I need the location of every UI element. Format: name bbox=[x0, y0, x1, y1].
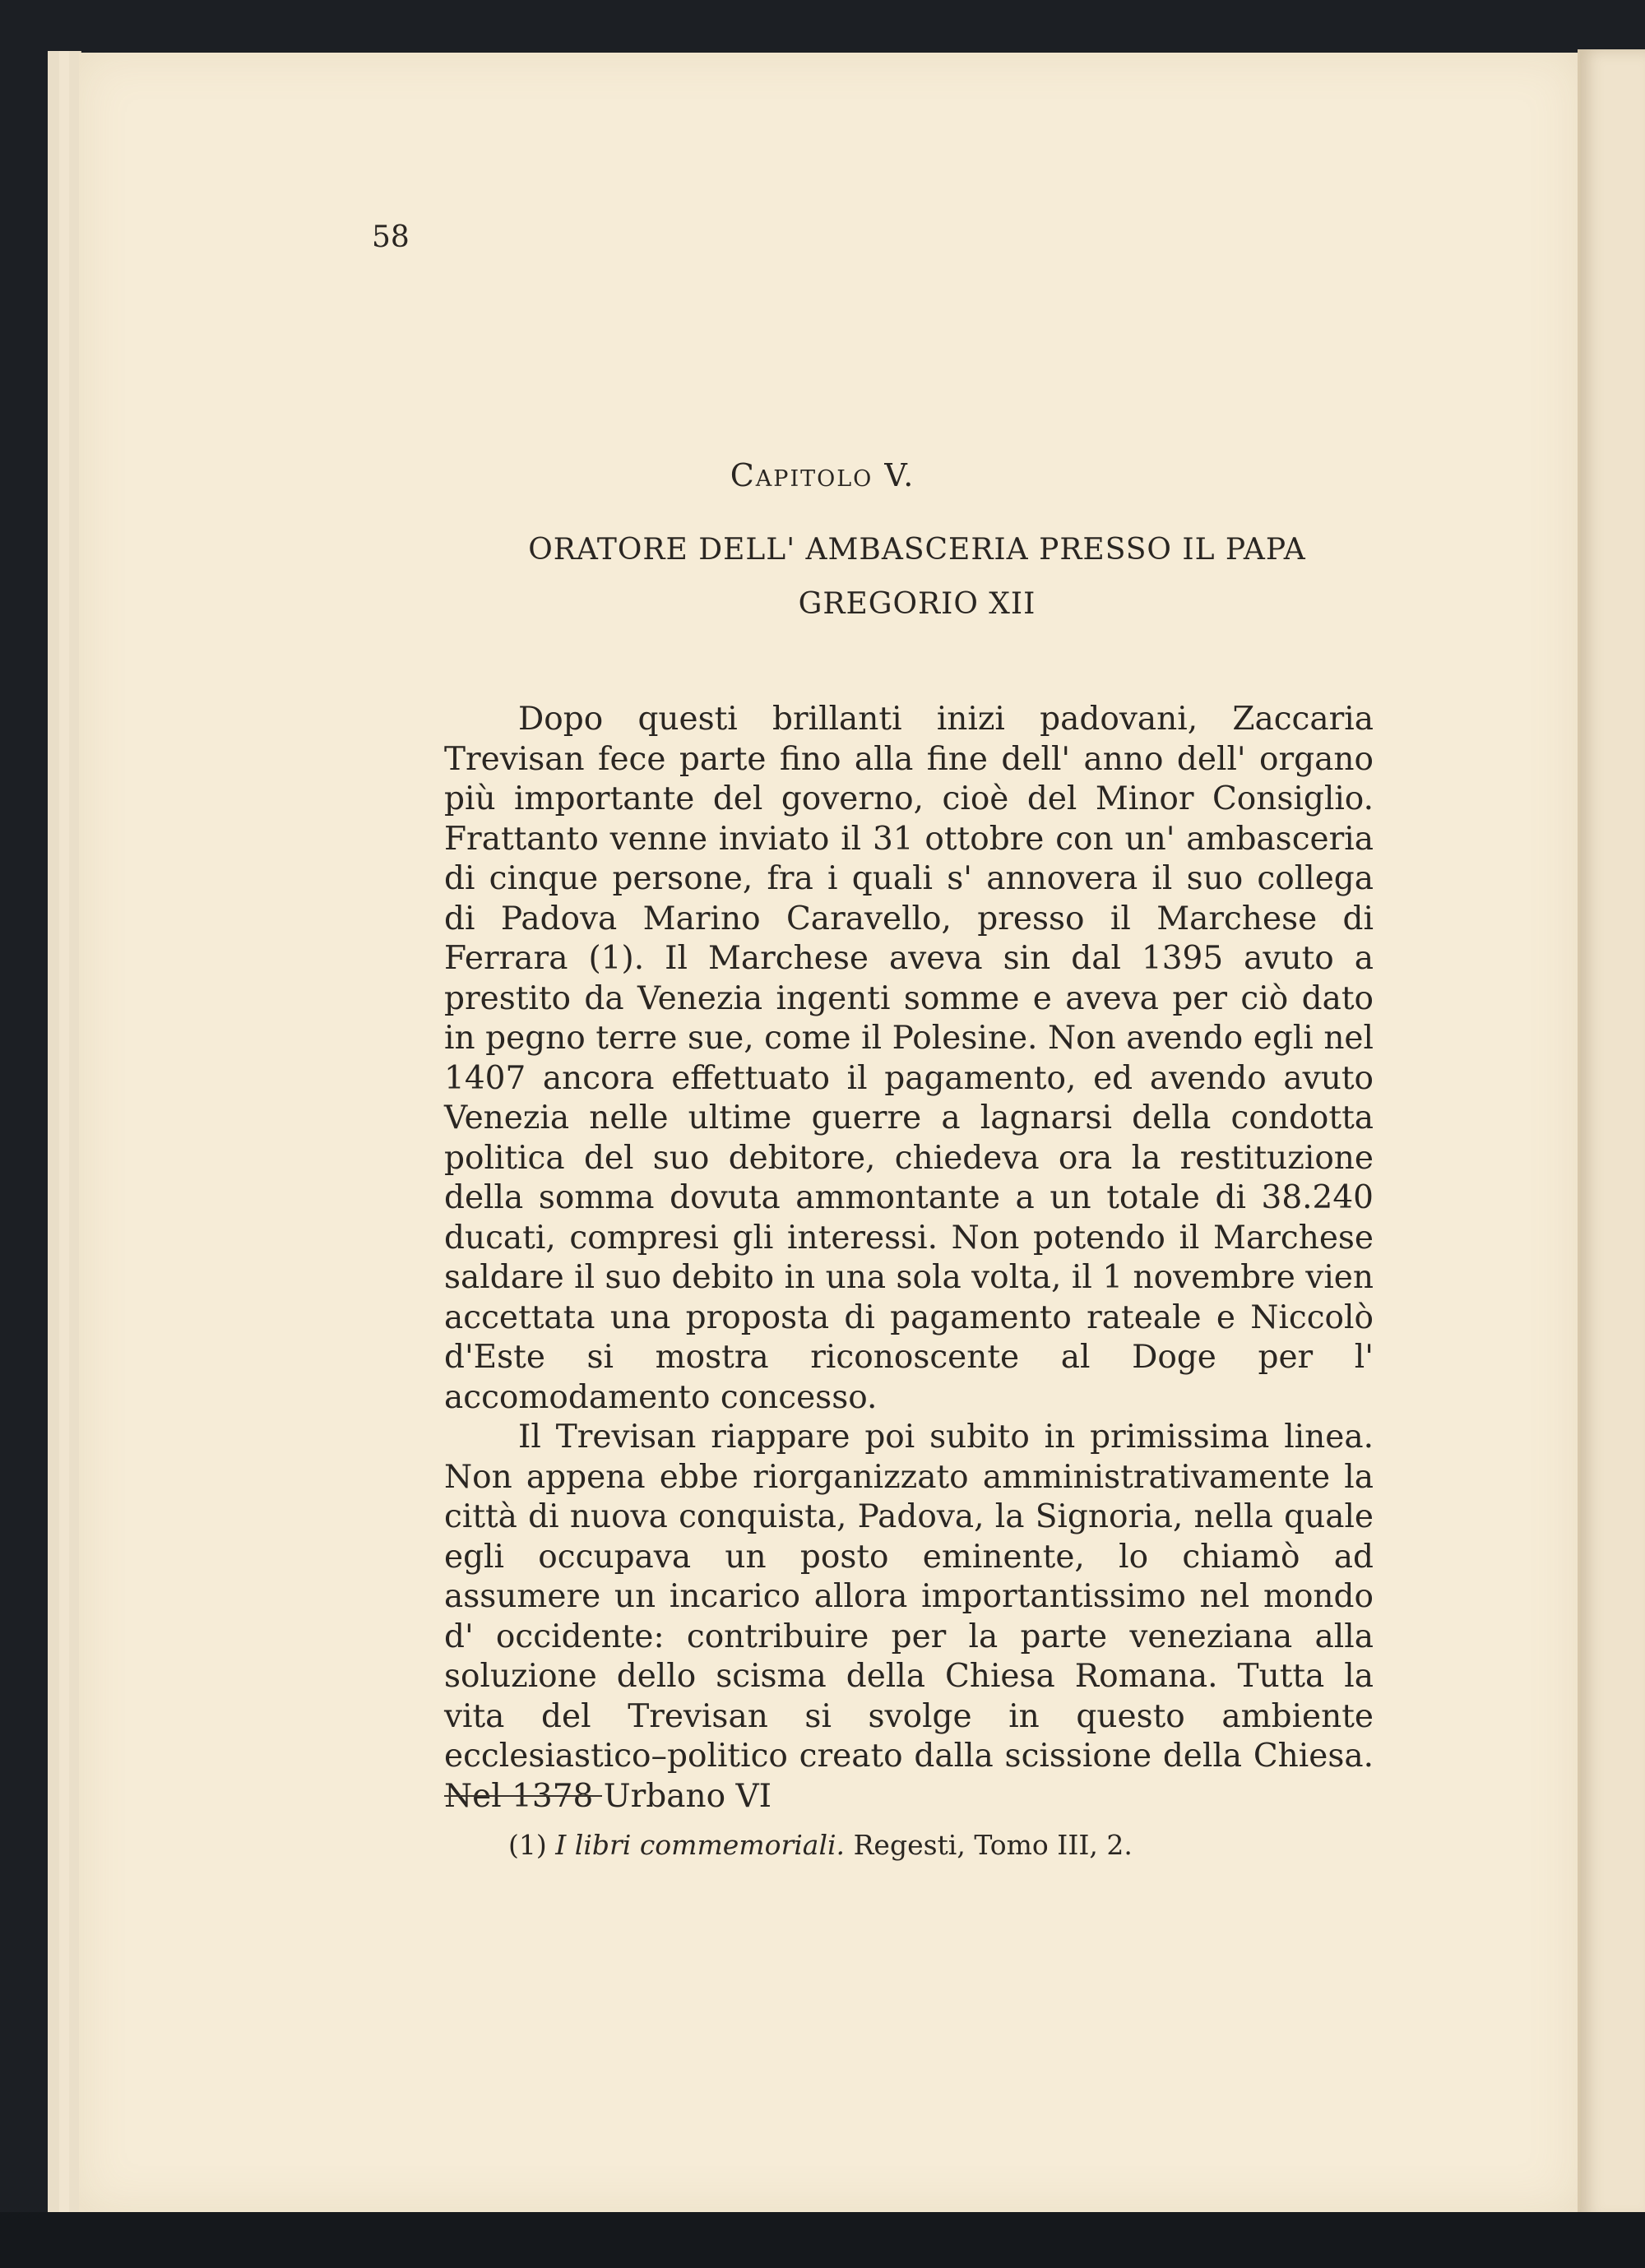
chapter-title-line-2: GREGORIO XII bbox=[798, 587, 1036, 621]
chapter-title-line-1: ORATORE DELL' AMBASCERIA PRESSO IL PAPA bbox=[528, 533, 1306, 567]
footnote-reference: Regesti, Tomo III, 2. bbox=[853, 1829, 1133, 1861]
paragraph: Il Trevisan riappare poi subito in primissima linea. Non appena ebbe riorganizzato amministrativamente la città di nuova conquista, Padova, la Signoria, nella quale egli occupava un posto eminente, lo chiamò ad assumere un incarico allora importantissimo nel mondo d' occidente: contribuire per la parte veneziana alla soluzione dello scisma della Chiesa Romana. Tutta la vita del Trevisan si svolge in questo ambiente ecclesiastico–politico creato dalla scissione della Chiesa. Nel 1378 Urbano VI bbox=[444, 1419, 1374, 1815]
body-text bbox=[444, 700, 1374, 1817]
paragraph: Dopo questi brillanti inizi padovani, Zaccaria Trevisan fece parte fino alla fine dell' anno dell' organo più importante del governo, cioè del Minor Consiglio. Frattanto venne inviato il 31 ottobre con un' ambasceria di cinque persone, fra i quali s' annovera il suo collega di Padova Marino Caravello, presso il Marchese di Ferrara (1). Il Marchese aveva sin dal 1395 avuto a prestito da Venezia ingenti somme e aveva per ciò dato in pegno terre sue, come il Polesine. Non avendo egli nel 1407 ancora effettuato il pagamento, ed avendo avuto Venezia nelle ultime guerre a lagnarsi della condotta politica del suo debitore, chiedeva ora la restituzione della somma dovuta ammontante a un totale di 38.240 ducati, compresi gli interessi. Non potendo il Marchese saldare il suo debito in una sola volta, il 1 novembre vien accettata una proposta di pagamento rateale e Niccolò d'Este si mostra riconoscente al Doge per l' accomodamento concesso. bbox=[444, 701, 1374, 1416]
chapter-label: Capitolo V. bbox=[730, 457, 915, 493]
footnote-title: I libri commemoriali. bbox=[555, 1829, 846, 1861]
facing-page-edge bbox=[1578, 49, 1645, 2220]
page-number: 58 bbox=[372, 220, 410, 254]
footnote-separator bbox=[444, 1795, 602, 1797]
footnote bbox=[508, 1829, 1133, 1861]
footnote-marker: (1) bbox=[508, 1829, 547, 1861]
scan-background bbox=[0, 2212, 1645, 2268]
chapter-title bbox=[444, 523, 1390, 632]
